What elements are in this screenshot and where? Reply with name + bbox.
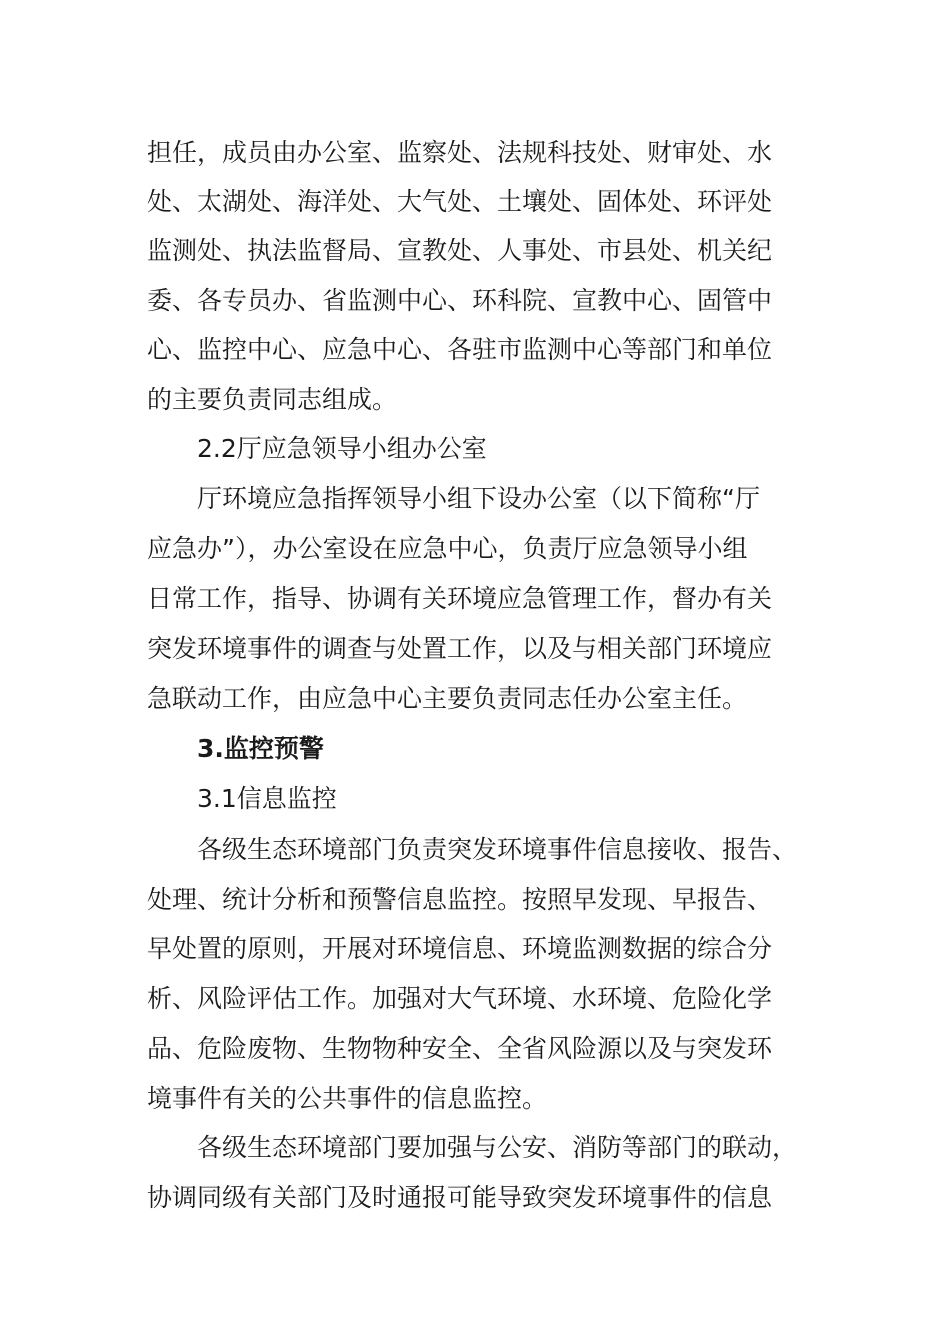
section-heading-3-1: 3.1信息监控 xyxy=(197,784,337,813)
text-line-2: 处、太湖处、海洋处、大气处、土壤处、固体处、环评处 xyxy=(147,187,773,216)
text-line-9: 应急办”），办公室设在应急中心，负责厅应急领导小组 xyxy=(147,534,748,563)
text-line-8: 厅环境应急指挥领导小组下设办公室（以下简称“厅 xyxy=(197,484,760,513)
text-line-22: 协调同级有关部门及时通报可能导致突发环境事件的信息 xyxy=(147,1183,773,1212)
text-line-16: 处理、统计分析和预警信息监控。按照早发现、早报告、 xyxy=(147,885,773,914)
text-line-6: 的主要负责同志组成。 xyxy=(147,385,398,414)
text-line-3: 监测处、执法监督局、宣教处、人事处、市县处、机关纪 xyxy=(147,236,773,265)
text-line-10: 日常工作，指导、协调有关环境应急管理工作，督办有关 xyxy=(147,584,773,613)
text-line-11: 突发环境事件的调查与处置工作，以及与相关部门环境应 xyxy=(147,634,773,663)
text-line-19: 品、危险废物、生物物种安全、全省风险源以及与突发环 xyxy=(147,1034,773,1063)
text-line-15: 各级生态环境部门负责突发环境事件信息接收、报告、 xyxy=(197,835,798,864)
section-heading-2-2: 2.2厅应急领导小组办公室 xyxy=(197,434,487,463)
text-line-12: 急联动工作，由应急中心主要负责同志任办公室主任。 xyxy=(147,684,748,713)
section-heading-3: 3.监控预警 xyxy=(197,734,324,763)
text-line-20: 境事件有关的公共事件的信息监控。 xyxy=(147,1084,548,1113)
text-line-1: 担任，成员由办公室、监察处、法规科技处、财审处、水 xyxy=(147,138,773,167)
text-line-18: 析、风险评估工作。加强对大气环境、水环境、危险化学 xyxy=(147,984,773,1013)
text-line-17: 早处置的原则，开展对环境信息、环境监测数据的综合分 xyxy=(147,934,773,963)
text-line-5: 心、监控中心、应急中心、各驻市监测中心等部门和单位 xyxy=(147,335,773,364)
text-line-4: 委、各专员办、省监测中心、环科院、宣教中心、固管中 xyxy=(147,286,773,315)
text-line-21: 各级生态环境部门要加强与公安、消防等部门的联动， xyxy=(197,1133,798,1162)
